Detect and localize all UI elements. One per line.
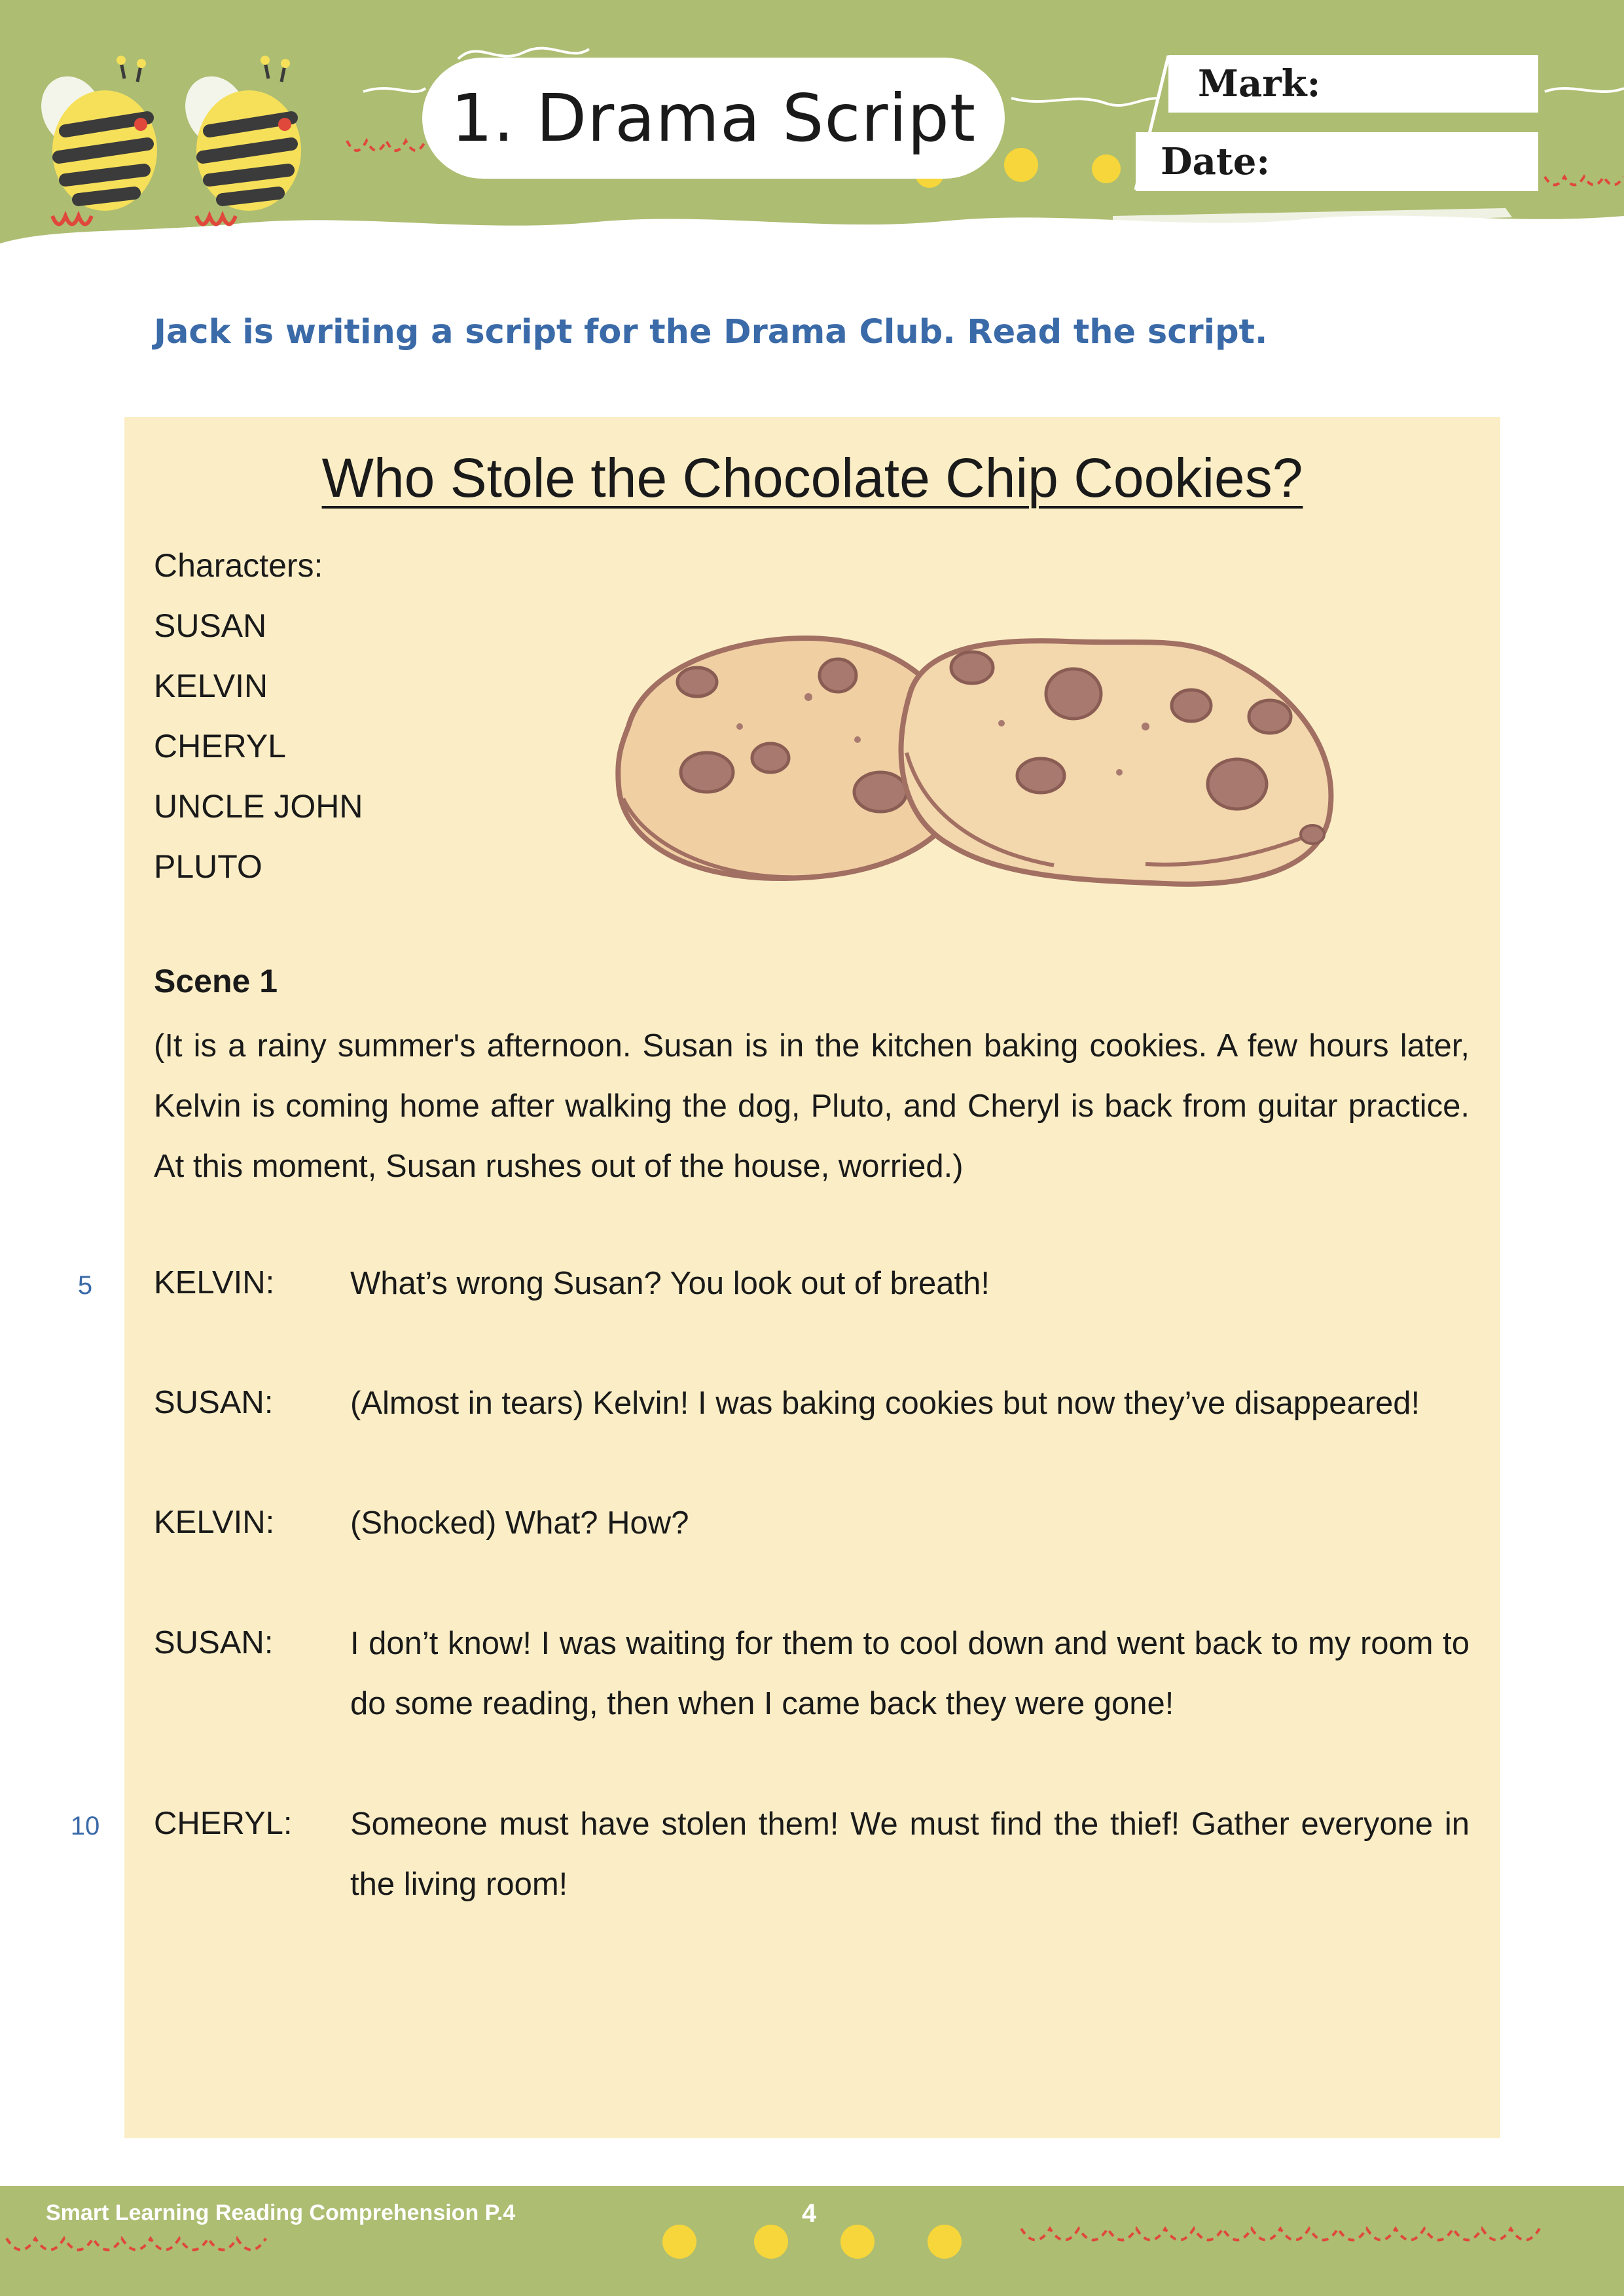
mark-label: Mark: bbox=[1198, 62, 1321, 105]
worksheet-title-text: 1. Drama Script bbox=[450, 80, 977, 156]
speaker-name: CHERYL: bbox=[154, 1806, 293, 1841]
speaker-name: SUSAN: bbox=[154, 1385, 274, 1420]
character-item: SUSAN bbox=[154, 607, 267, 644]
page-header bbox=[0, 0, 1624, 262]
bee-icon bbox=[30, 56, 157, 224]
speaker-name: KELVIN: bbox=[154, 1265, 275, 1300]
stage-direction: (It is a rainy summer's afternoon. Susan is in the kitchen baking cookies. A few hours later, Kelvin is coming home after walking the dog, Pluto, and Cheryl is back from guitar practice. At this moment, Susan rushes out of the house, worried.) bbox=[154, 1028, 1470, 1184]
dialogue-line: Someone must have stolen them! We must find the thief! Gather everyone in the living room! bbox=[350, 1806, 1470, 1902]
character-item: UNCLE JOHN bbox=[154, 788, 363, 825]
date-label: Date: bbox=[1161, 140, 1271, 183]
script-title-text: Who Stole the Chocolate Chip Cookies? bbox=[321, 447, 1303, 509]
dialogue-line: What’s wrong Susan? You look out of breath! bbox=[350, 1266, 990, 1301]
bee-icon bbox=[174, 56, 301, 224]
character-item: KELVIN bbox=[154, 668, 268, 704]
cookie-icon bbox=[901, 641, 1331, 884]
page-number: 4 bbox=[802, 2199, 817, 2228]
speaker-name: KELVIN: bbox=[154, 1505, 275, 1540]
worksheet-title bbox=[422, 58, 1005, 179]
script-title bbox=[124, 446, 1500, 510]
line-number: 5 bbox=[77, 1271, 93, 1300]
dialogue-line: (Shocked) What? How? bbox=[350, 1505, 689, 1541]
cookie-illustration bbox=[609, 622, 1355, 923]
characters-label: Characters: bbox=[154, 547, 323, 584]
mark-field[interactable] bbox=[1168, 55, 1538, 113]
line-number: 10 bbox=[70, 1812, 100, 1840]
instruction-text: Jack is writing a script for the Drama Club. Read the script. bbox=[154, 313, 1268, 351]
character-item: CHERYL bbox=[154, 728, 286, 764]
dialogue-line: I don’t know! I was waiting for them to cool down and went back to my room to do some reading, then when I came back they were gone! bbox=[350, 1626, 1470, 1721]
speaker-name: SUSAN: bbox=[154, 1625, 274, 1660]
panel-zigzag-edge bbox=[124, 2094, 1500, 2140]
bees-illustration bbox=[26, 39, 334, 275]
character-item: PLUTO bbox=[154, 848, 262, 885]
dialogue-line: (Almost in tears) Kelvin! I was baking cookies but now they’ve disappeared! bbox=[350, 1386, 1420, 1421]
date-field[interactable] bbox=[1136, 132, 1538, 191]
footer-book-title: Smart Learning Reading Comprehension P.4 bbox=[46, 2200, 516, 2225]
yellow-dot-icon bbox=[662, 2225, 962, 2259]
scene-heading: Scene 1 bbox=[154, 963, 278, 999]
